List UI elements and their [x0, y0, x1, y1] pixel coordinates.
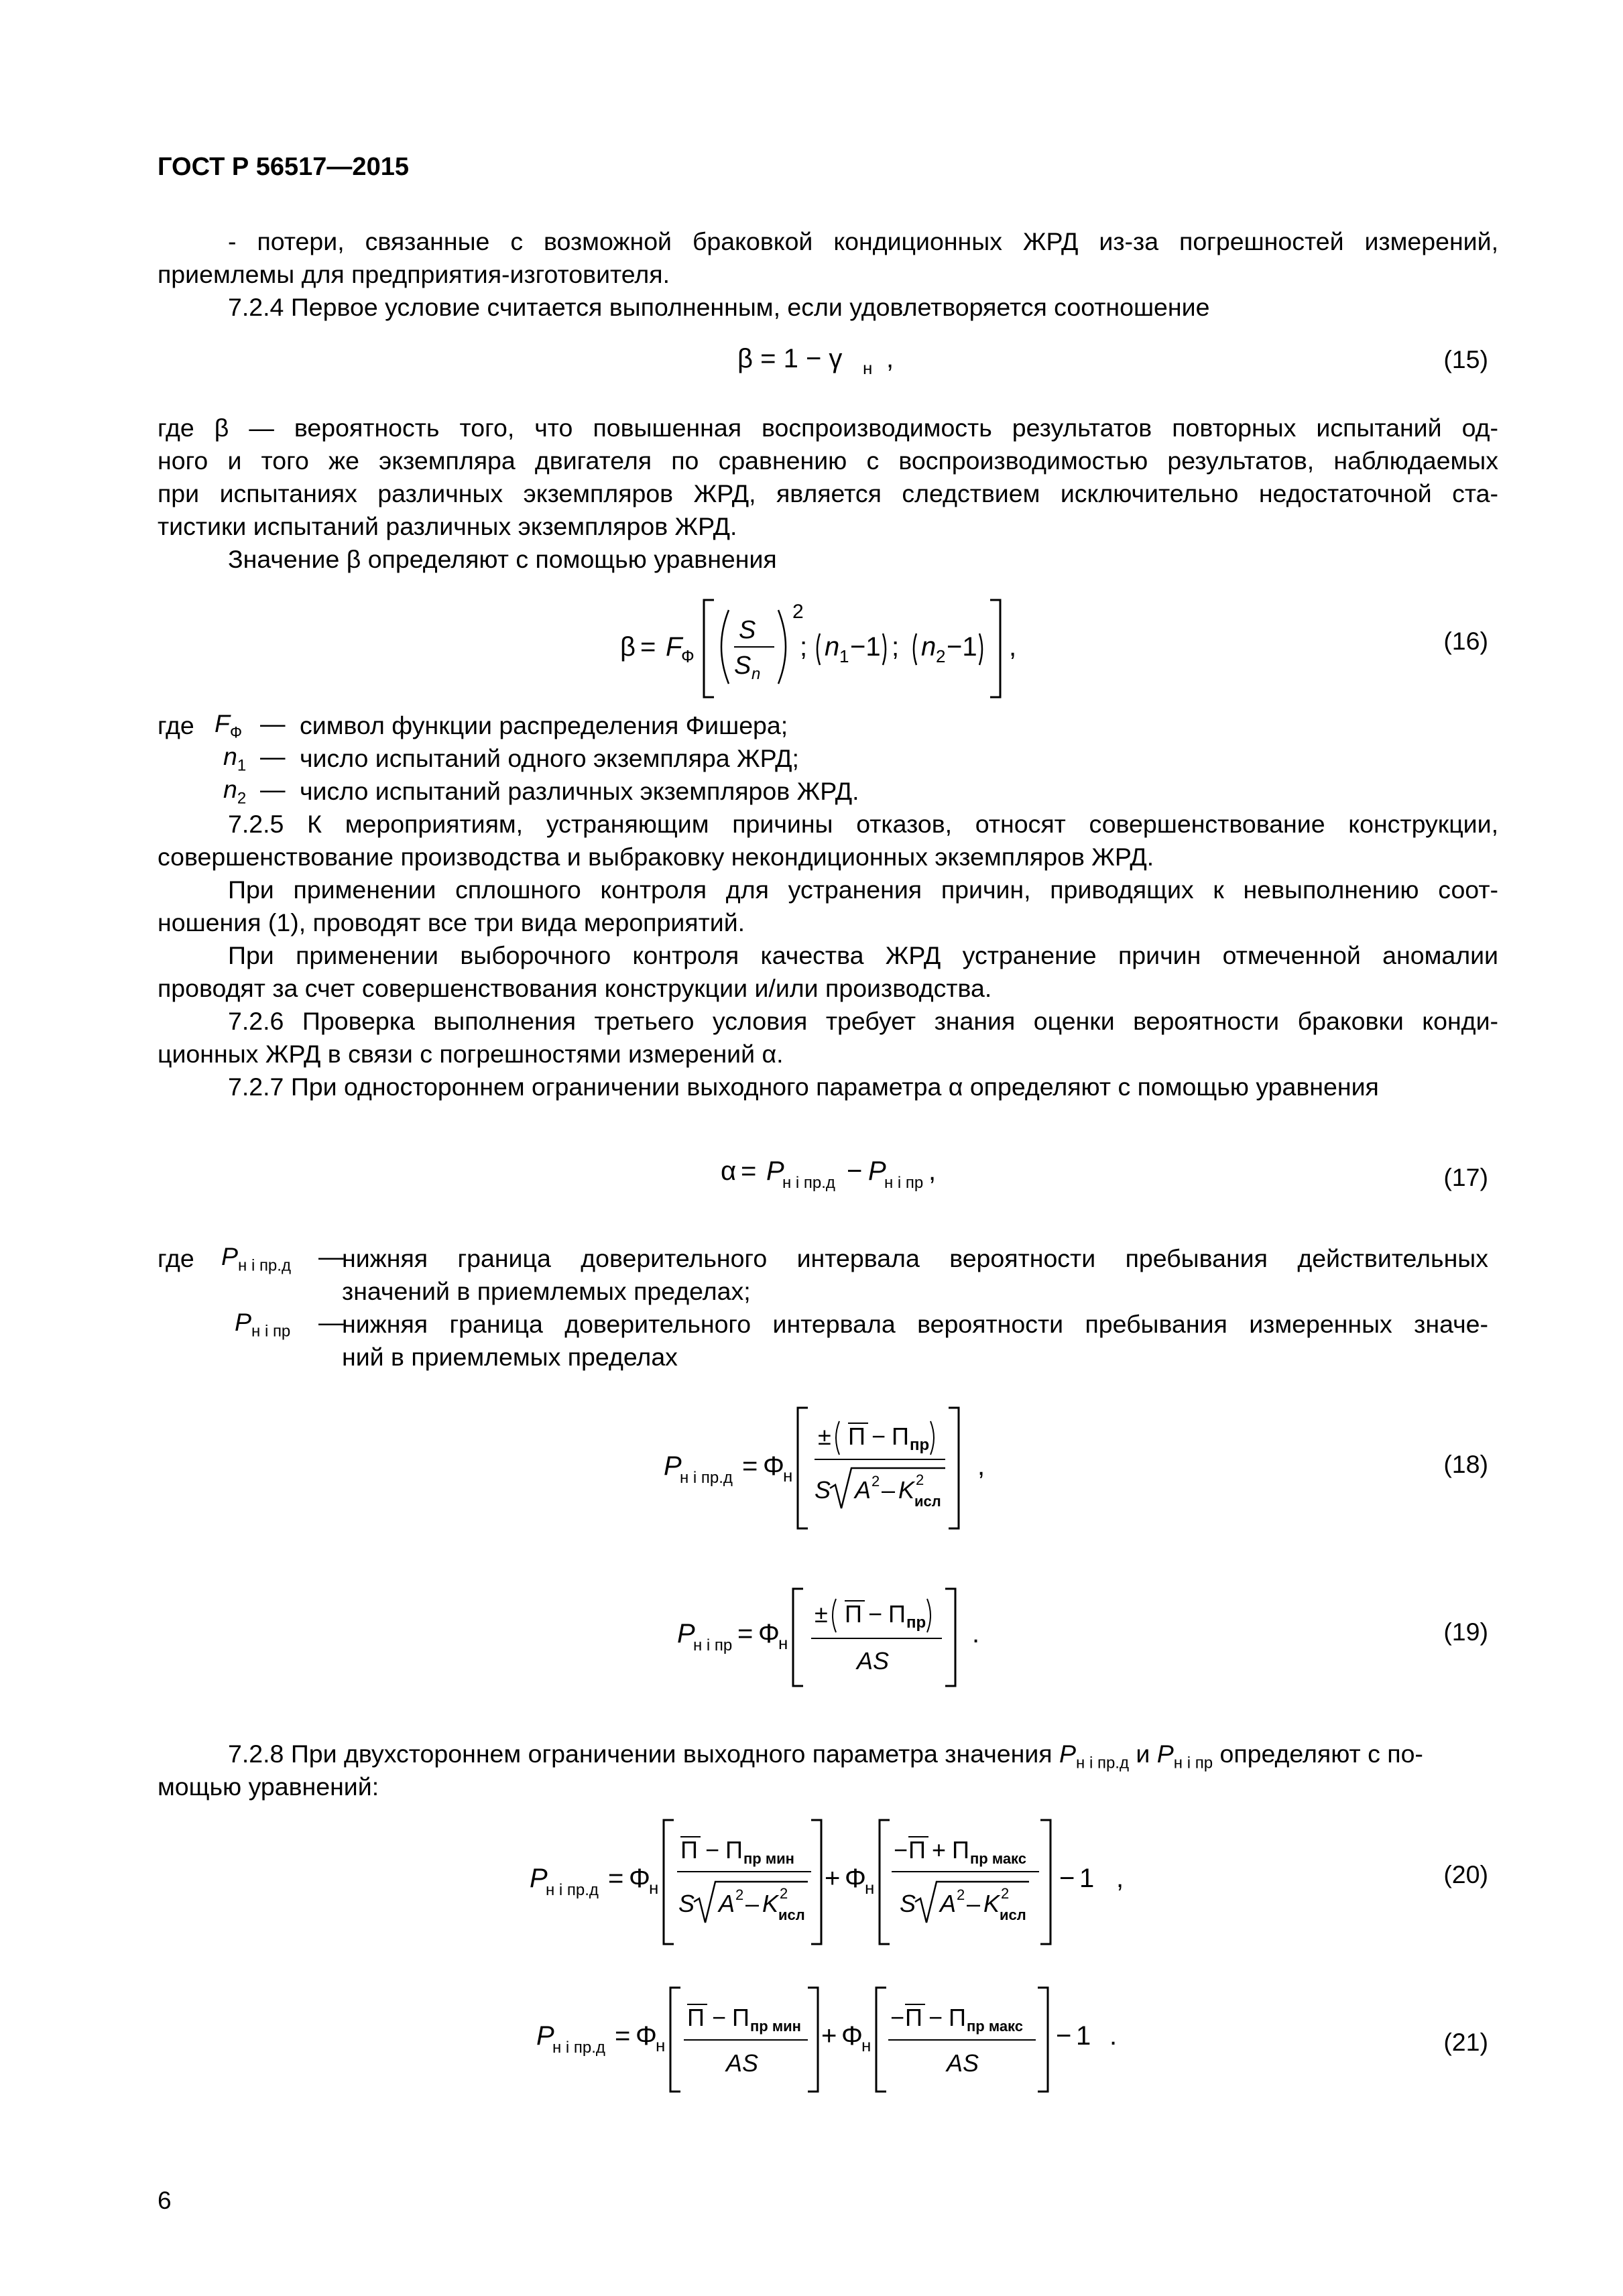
svg-text:Φ: Φ [763, 1451, 784, 1481]
svg-text:=: = [640, 632, 656, 662]
paragraph-7-2-6-line1: 7.2.6 Проверка выполнения третьего условия требует знания оценки вероятности браковки конди- [228, 1007, 1498, 1035]
svg-text:н i пр.д: н i пр.д [552, 2039, 605, 2057]
svg-text:н: н [865, 1878, 875, 1898]
def-n2: число испытаний различных экземпляров ЖРД. [300, 777, 859, 805]
svg-text:P: P [677, 1619, 695, 1648]
svg-text:Π: Π [952, 1836, 969, 1864]
svg-text:2: 2 [735, 1886, 744, 1903]
svg-text:,: , [886, 344, 894, 373]
svg-text:н: н [656, 2035, 666, 2055]
svg-text:–: – [745, 1890, 760, 1917]
svg-text:2: 2 [871, 1473, 880, 1490]
svg-text:Ф: Ф [681, 646, 695, 666]
def-P-ipr-line1: нижняя граница доверительного интервала вероятности пребывания измеренных значе- [342, 1310, 1488, 1338]
svg-text:AS: AS [857, 1647, 890, 1675]
formula-18 [664, 1398, 1012, 1542]
def-P-ipr-d-line1: нижняя граница доверительного интервала вероятности пребывания действительных [342, 1244, 1488, 1272]
svg-text:пр мин: пр мин [750, 2018, 801, 2035]
svg-text:S: S [900, 1890, 916, 1917]
svg-text:Φ: Φ [636, 2021, 657, 2051]
svg-text:n: n [825, 632, 840, 662]
equation-number-16: (16) [1443, 627, 1488, 655]
svg-text:−1: −1 [850, 632, 881, 662]
svg-text:−: − [894, 1836, 908, 1864]
svg-text:S: S [734, 652, 752, 680]
dash-1: — [260, 709, 286, 737]
term-P-ipr: $P_{н i пр}$ [235, 1308, 291, 1341]
svg-text:P: P [868, 1156, 886, 1186]
svg-text:н: н [649, 1878, 659, 1898]
svg-text:,: , [977, 1451, 985, 1481]
svg-text:н i пр.д: н i пр.д [782, 1174, 835, 1192]
term-n2: $n_2$ [223, 775, 247, 808]
paragraph-continuous-line1: При применении сплошного контроля для устранения причин, приводящих к невыполнению соот- [228, 875, 1498, 904]
svg-text:Π: Π [680, 1836, 698, 1864]
svg-text:S: S [815, 1476, 831, 1504]
svg-text:н i пр.д: н i пр.д [680, 1469, 733, 1487]
svg-text:н i пр.д: н i пр.д [546, 1881, 599, 1899]
svg-text:Π: Π [687, 2004, 705, 2031]
svg-text:,: , [1116, 1864, 1124, 1893]
paragraph-continuous-line2: ношения (1), проводят все три вида мероприятий. [158, 908, 745, 936]
svg-text:н i пр: н i пр [884, 1174, 924, 1192]
svg-text:пр макс: пр макс [970, 1850, 1027, 1867]
svg-text:пр: пр [906, 1614, 926, 1632]
svg-text:S: S [739, 616, 756, 644]
svg-text:Π: Π [905, 2004, 922, 2031]
paragraph-7-2-4: 7.2.4 Первое условие считается выполненным, если удовлетворяется соотношение [228, 293, 1210, 321]
svg-text:β: β [620, 632, 636, 662]
paragraph-beta-value: Значение β определяют с помощью уравнения [228, 545, 777, 573]
svg-text:н: н [778, 1633, 788, 1653]
paragraph-7-2-7: 7.2.7 При одностороннем ограничении выходного параметра α определяют с помощью уравнения [228, 1073, 1379, 1101]
equation-number-17: (17) [1443, 1163, 1488, 1191]
where-label-17: где [158, 1244, 194, 1272]
svg-text:=: = [742, 1451, 758, 1481]
svg-text:Φ: Φ [758, 1619, 780, 1648]
svg-text:+: + [825, 1864, 841, 1893]
svg-text:Π: Π [908, 1836, 926, 1864]
svg-text:A: A [855, 1476, 871, 1504]
svg-text:A: A [719, 1890, 735, 1917]
svg-text:n: n [921, 632, 937, 662]
formula-15-subscript: н [863, 358, 873, 378]
svg-text:Π: Π [732, 2004, 749, 2031]
def-F-phi: символ функции распределения Фишера; [300, 711, 788, 739]
svg-text:пр: пр [910, 1436, 930, 1454]
svg-text:−: − [1059, 1864, 1075, 1893]
svg-text:A: A [940, 1890, 957, 1917]
paragraph-losses-line2: приемлемы для предприятия-изготовителя. [158, 260, 670, 288]
term-P-ipr-d: $P_{н i пр.д}$ [221, 1242, 291, 1275]
svg-text:−: − [871, 1423, 886, 1450]
formula-19 [677, 1582, 999, 1699]
paragraph-7-2-8-line2: мощью уравнений: [158, 1772, 379, 1801]
paragraph-sampling-line1: При применении выборочного контроля качества ЖРД устранение причин отмеченной аномалии [228, 941, 1498, 969]
svg-text:.: . [1109, 2021, 1118, 2051]
svg-text:2: 2 [957, 1886, 965, 1903]
svg-text:Π: Π [949, 2004, 966, 2031]
formula-15 [737, 337, 912, 387]
svg-text:P: P [664, 1451, 682, 1481]
svg-text:K: K [762, 1890, 779, 1917]
svg-text:+: + [932, 1836, 947, 1864]
svg-text:=: = [615, 2021, 631, 2051]
svg-text:−: − [1056, 2021, 1072, 2051]
svg-text:Π: Π [848, 1423, 865, 1450]
svg-text:1: 1 [1079, 1864, 1095, 1893]
paragraph-losses-line1: - потери, связанные с возможной браковкой кондиционных ЖРД из-за погрешностей измерений, [228, 227, 1498, 255]
dash-4: — [318, 1242, 344, 1270]
svg-text:–: – [967, 1890, 981, 1917]
svg-text:K: K [983, 1890, 1000, 1917]
formula-21 [536, 1981, 1126, 2105]
svg-text:n: n [752, 665, 761, 683]
svg-text:S: S [678, 1890, 695, 1917]
svg-text:=: = [608, 1864, 624, 1893]
svg-text:Π: Π [888, 1600, 906, 1628]
svg-text:2: 2 [780, 1885, 788, 1902]
svg-text:н: н [861, 2035, 871, 2055]
paragraph-beta-line1: где β — вероятность того, что повышенная воспроизводимость результатов повторных испытаний од- [158, 414, 1498, 442]
svg-text:–: – [882, 1476, 896, 1504]
svg-text:Π: Π [845, 1600, 862, 1628]
svg-text:н i пр: н i пр [693, 1636, 733, 1654]
svg-text:исл: исл [1000, 1907, 1026, 1923]
paragraph-beta-line2: ного и того же экземпляра двигателя по сравнению с воспроизводимостью результатов, наблюдаемых [158, 446, 1498, 475]
paragraph-7-2-5-line1: 7.2.5 К мероприятиям, устраняющим причины отказов, относят совершенствование конструкции, [228, 810, 1498, 838]
svg-text:−: − [712, 2004, 727, 2031]
svg-text:P: P [536, 2021, 554, 2051]
svg-text:Φ: Φ [629, 1864, 650, 1893]
paragraph-beta-line3: при испытаниях различных экземпляров ЖРД, является следствием исключительно недостаточной ста- [158, 479, 1498, 507]
dash-5: — [318, 1308, 344, 1336]
page-number: 6 [158, 2187, 172, 2214]
svg-text:Π: Π [892, 1423, 909, 1450]
paragraph-sampling-line2: проводят за счет совершенствования конструкции и/или производства. [158, 974, 992, 1002]
svg-text:P: P [530, 1864, 548, 1893]
paragraph-7-2-5-line2: совершенствование производства и выбраковку некондиционных экземпляров ЖРД. [158, 843, 1154, 871]
equation-number-19: (19) [1443, 1618, 1488, 1646]
def-P-ipr-d-line2: значений в приемлемых пределах; [342, 1277, 751, 1305]
svg-text:F: F [666, 632, 682, 662]
svg-text:2: 2 [916, 1471, 924, 1488]
svg-text:Φ: Φ [841, 2021, 863, 2051]
svg-text:±: ± [818, 1423, 831, 1450]
term-n1: $n_1$ [223, 742, 247, 775]
where-label-16: где [158, 711, 194, 739]
equation-number-15: (15) [1443, 345, 1488, 373]
paragraph-7-2-6-line2: ционных ЖРД в связи с погрешностями измерений α. [158, 1040, 784, 1068]
formula-20 [530, 1810, 1146, 1961]
svg-text:=: = [737, 1619, 754, 1648]
svg-text:AS: AS [947, 2049, 979, 2077]
svg-text:−: − [890, 2004, 905, 2031]
svg-text:±: ± [815, 1600, 828, 1628]
svg-text:P: P [766, 1156, 784, 1186]
svg-text:α: α [721, 1156, 737, 1186]
svg-text:;: ; [800, 632, 808, 662]
svg-text:−1: −1 [947, 632, 977, 662]
svg-text:пр мин: пр мин [743, 1850, 794, 1867]
svg-text:,: , [928, 1156, 937, 1186]
dash-2: — [260, 742, 286, 770]
svg-text:−: − [705, 1836, 720, 1864]
paragraph-7-2-8-line1: 7.2.8 При двухстороннем ограничении выходного параметра значения $P_{н i пр.д}$ и $P_{н i пр}$ определяют с по- [228, 1740, 1423, 1772]
def-P-ipr-line2: ний в приемлемых пределах [342, 1343, 678, 1371]
svg-text:пр макс: пр макс [967, 2018, 1024, 2035]
svg-text:2: 2 [936, 646, 946, 666]
svg-text:.: . [972, 1619, 980, 1648]
svg-text:1: 1 [839, 646, 849, 666]
equation-number-20: (20) [1443, 1860, 1488, 1888]
svg-text:Φ: Φ [845, 1864, 866, 1893]
svg-text:−: − [928, 2004, 943, 2031]
svg-text:+: + [821, 2021, 837, 2051]
svg-text:;: ; [892, 632, 900, 662]
svg-text:−: − [847, 1156, 863, 1186]
svg-text:K: K [898, 1476, 915, 1504]
svg-text:1: 1 [1076, 2021, 1091, 2051]
formula-16 [620, 590, 1049, 707]
svg-text:н: н [783, 1465, 793, 1486]
equation-number-21: (21) [1443, 2028, 1488, 2056]
document-code: ГОСТ Р 56517—2015 [158, 153, 409, 181]
svg-text:,: , [1009, 632, 1017, 662]
equation-number-18: (18) [1443, 1450, 1488, 1478]
svg-text:−: − [868, 1600, 883, 1628]
svg-text:AS: AS [726, 2049, 759, 2077]
svg-text:2: 2 [1001, 1885, 1010, 1902]
def-n1: число испытаний одного экземпляра ЖРД; [300, 744, 799, 772]
svg-text:=: = [741, 1156, 757, 1186]
svg-text:исл: исл [914, 1493, 941, 1510]
formula-17 [721, 1150, 949, 1200]
svg-text:Π: Π [725, 1836, 743, 1864]
formula-16-power: 2 [792, 601, 804, 623]
formula-15-text: β = 1 − γ [737, 344, 843, 373]
paragraph-beta-line4: тистики испытаний различных экземпляров ЖРД. [158, 512, 737, 540]
dash-3: — [260, 775, 286, 803]
term-F-phi: $F_Ф$ [215, 709, 243, 742]
svg-text:исл: исл [778, 1907, 805, 1923]
